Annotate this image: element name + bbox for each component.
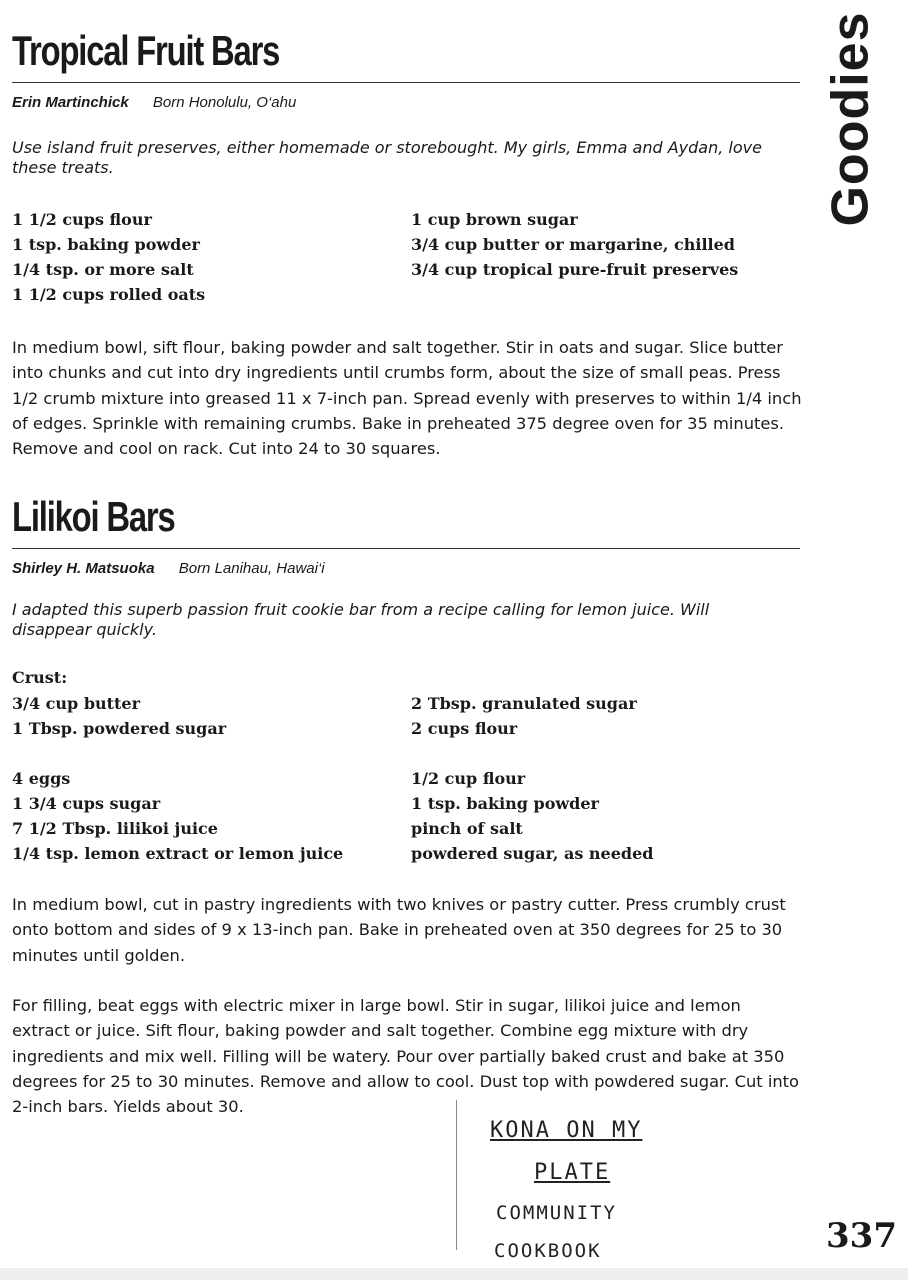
ingredient-item: 1 tsp. baking powder bbox=[12, 235, 200, 254]
ingredient-item: 1 3/4 cups sugar bbox=[12, 794, 161, 813]
recipe-title-tropical-fruit-bars: Tropical Fruit Bars bbox=[12, 27, 280, 74]
section-tab-label: Goodies bbox=[822, 11, 880, 227]
ingredient-item: 3/4 cup butter or margarine, chilled bbox=[411, 235, 735, 254]
recipe-intro: I adapted this superb passion fruit cookie bar from a recipe calling for lemon juice. Will disappear quickly. bbox=[12, 600, 710, 639]
ingredient-item: 3/4 cup tropical pure-fruit preserves bbox=[411, 260, 739, 279]
ingredient-item: 1/2 cup flour bbox=[411, 769, 526, 788]
ingredient-item: 3/4 cup butter bbox=[12, 694, 141, 713]
note-line: PLATE bbox=[534, 1160, 611, 1185]
ingredient-item: 1/4 tsp. or more salt bbox=[12, 260, 194, 279]
ingredient-item: 1 tsp. baking powder bbox=[411, 794, 599, 813]
crust-label: Crust: bbox=[12, 668, 68, 687]
section-tab bbox=[812, 11, 890, 227]
note-divider bbox=[456, 1100, 457, 1250]
title-rule bbox=[12, 548, 800, 549]
ingredient-item: 1/4 tsp. lemon extract or lemon juice bbox=[12, 844, 344, 863]
recipe-directions: In medium bowl, sift flour, baking powder and salt together. Stir in oats and sugar. Slice butter into chunks and cut into dry ingredients until crumbs form, about the size of small peas. Press 1/2 crumb mixture into greased 11 x 7-inch pan. Spread evenly with preserves to within 1/4 inch of edges. Sprinkle with remaining crumbs. Bake in preheated 375 degree oven for 35 minutes. Remove and cool on rack. Cut into 24 to 30 squares. bbox=[12, 338, 802, 459]
ingredient-item: 1 cup brown sugar bbox=[411, 210, 578, 229]
ingredient-item: powdered sugar, as needed bbox=[411, 844, 654, 863]
ingredient-item: 1 Tbsp. powdered sugar bbox=[12, 719, 227, 738]
recipe-title-lilikoi-bars: Lilikoi Bars bbox=[12, 493, 175, 540]
filling-ingredients-right bbox=[411, 766, 653, 866]
ingredients-right bbox=[411, 207, 738, 282]
bottom-edge bbox=[0, 1268, 908, 1280]
crust-ingredients-left bbox=[12, 691, 226, 741]
recipe-origin: Born Lanihau, Hawai‘i bbox=[178, 560, 325, 577]
filling-ingredients-left bbox=[12, 766, 343, 866]
ingredient-item: 1 1/2 cups flour bbox=[12, 210, 152, 229]
recipe-intro: Use island fruit preserves, either homemade or storebought. My girls, Emma and Aydan, love these treats. bbox=[12, 138, 762, 177]
ingredient-item: 2 cups flour bbox=[411, 719, 518, 738]
crust-directions: In medium bowl, cut in pastry ingredients with two knives or pastry cutter. Press crumbly crust onto bottom and sides of 9 x 13-inch pan. Bake in preheated oven at 350 degrees for 25 to 30 minutes until golden. bbox=[12, 895, 786, 965]
note-line: COMMUNITY bbox=[496, 1202, 617, 1224]
recipe-byline bbox=[12, 94, 296, 111]
recipe-author: Shirley H. Matsuoka bbox=[12, 560, 155, 577]
title-rule bbox=[12, 82, 800, 83]
ingredient-item: 7 1/2 Tbsp. lilikoi juice bbox=[12, 819, 218, 838]
recipe-author: Erin Martinchick bbox=[12, 94, 129, 111]
ingredients-left bbox=[12, 207, 205, 307]
ingredient-item: pinch of salt bbox=[411, 819, 523, 838]
ingredient-item: 2 Tbsp. granulated sugar bbox=[411, 694, 637, 713]
ingredient-item: 1 1/2 cups rolled oats bbox=[12, 285, 206, 304]
note-line: KONA ON MY bbox=[490, 1118, 643, 1143]
ingredient-item: 4 eggs bbox=[12, 769, 71, 788]
page-number: 337 bbox=[826, 1216, 897, 1256]
recipe-byline bbox=[12, 560, 325, 577]
crust-ingredients-right bbox=[411, 691, 637, 741]
note-line: COOKBOOK bbox=[494, 1240, 602, 1262]
recipe-origin: Born Honolulu, O‘ahu bbox=[152, 94, 297, 111]
filling-directions: For filling, beat eggs with electric mixer in large bowl. Stir in sugar, lilikoi juice and lemon extract or juice. Sift flour, baking powder and salt together. Combine egg mixture with dry ingredients and mix well. Filling will be watery. Pour over partially baked crust and bake at 350 degrees for 25 to 30 minutes. Remove and allow to cool. Dust top with powdered sugar. Cut into 2-inch bars. Yields about 30. bbox=[12, 996, 800, 1117]
